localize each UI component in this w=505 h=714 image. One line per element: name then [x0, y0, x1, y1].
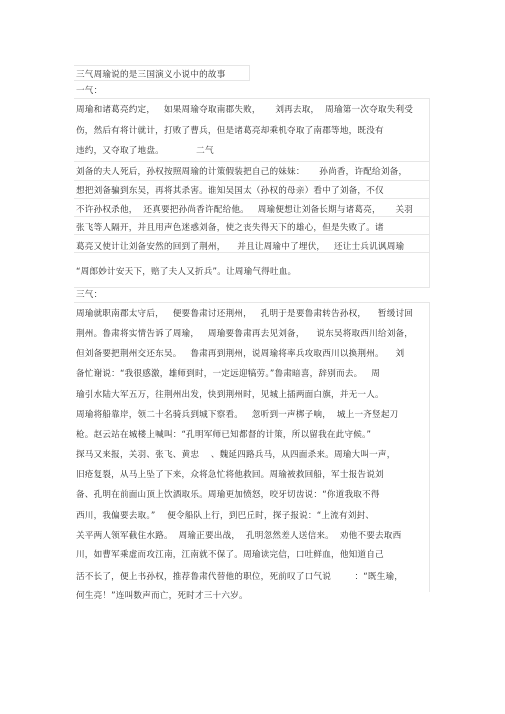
- text-line: 探马又来报，关羽、张飞、黄忠 、魏延四路兵马，从四面杀来。周瑜大叫一声，: [76, 450, 396, 460]
- text-line: 何生亮！”连叫数声而亡，死时才三十六岁。: [76, 591, 248, 601]
- table-rule: [74, 65, 250, 66]
- text-line: 想把刘备骗到东吴，再将其杀害。谁知吴国太（孙权的母亲）看中了刘备，不仅: [76, 186, 384, 196]
- table-rule: [74, 98, 430, 99]
- table-rule: [74, 216, 430, 217]
- text-line: 一气：: [76, 86, 103, 96]
- text-line: 川，如曹军乘虚而攻江南，江南就不保了。周瑜读完信，口吐鲜血，他知道自己: [76, 550, 384, 560]
- text-line: 违约，又夺取了地盘。 二气: [76, 146, 214, 156]
- text-line: 三气周瑜说的是三国演义小说中的故事: [76, 70, 226, 80]
- table-rule: [429, 302, 430, 592]
- text-line: “周郎妙计安天下，赔了夫人又折兵”。让周瑜气得吐血。: [76, 267, 297, 277]
- text-line: 伤，然后有将计就计，打败了曹兵，但是诸葛亮却乘机夺取了南郡等地，既没有: [76, 126, 384, 136]
- table-rule: [74, 161, 430, 162]
- table-rule: [74, 180, 430, 181]
- text-line: 葛亮又使计让刘备安然的回到了荆州， 并且让周瑜中了埋伏， 还让士兵讥讽周瑜: [76, 242, 405, 252]
- text-line: 荆州。鲁肃将实情告诉了周瑜， 周瑜要鲁肃再去见刘备， 说东吴将取西川给刘备，: [76, 329, 414, 339]
- text-line: 备、孔明在前面山顶上饮酒取乐。周瑜更加愤怒，咬牙切齿说：“你道我取不得: [76, 490, 380, 500]
- text-line: 不许孙权杀他， 还真要把孙尚香许配给他。 周瑜便想让刘备长期与诸葛亮， 关羽: [76, 205, 414, 215]
- table-rule: [429, 98, 430, 162]
- text-line: 张飞等人隔开，并且用声色迷惑刘备，使之丧失得天下的雄心，但是失败了。诸: [76, 223, 384, 233]
- text-line: 但刘备要把荆州交还东吴。 鲁肃再到荆州，说周瑜将率兵攻取西川以换荆州。 刘: [76, 349, 405, 359]
- text-line: 关平两人领军截住水路。 周瑜正要出战， 孔明忽然差人送信来。 劝他不要去取西: [76, 531, 402, 541]
- text-line: 备忙谢说：“我很感激，雄师到时，一定远迎犒劳。”鲁肃暗喜，辞别而去。 周: [76, 369, 380, 379]
- text-line: 瑜引水陆大军五万，往荆州出发，快到荆州时，见城上插两面白旗，并无一人。: [76, 390, 384, 400]
- text-line: 周瑜将船靠岸，领二十名骑兵到城下察看。 忽听到一声梆子响， 城上一齐竖起刀: [76, 410, 399, 420]
- table-rule: [74, 287, 430, 288]
- table-rule: [74, 198, 430, 199]
- text-line: 活不长了，便上书孙权，推荐鲁肃代替他的职位，死前叹了口气说 ：“既生瑜，: [76, 572, 404, 582]
- text-line: 周瑜就职南郡太守后， 便要鲁肃讨还荆州， 孔明于是要鲁肃转告孙权， 暂缓讨回: [76, 309, 414, 319]
- text-line: 枪。赵云站在城楼上喊叫：“孔明军师已知都督的计策，所以留我在此守候。”: [76, 430, 372, 440]
- text-line: 刘备的夫人死后，孙权按照周瑜的计策假装把自己的妹妹： 孙尚香，许配给刘备，: [76, 167, 408, 177]
- table-rule: [74, 302, 430, 303]
- text-line: 西川，我偏要去取。” 便令船队上行，到巴丘时，探子报说：“上流有刘封、: [76, 511, 375, 521]
- table-rule: [429, 162, 430, 288]
- table-rule: [249, 66, 250, 80]
- text-line: 旧疮复裂，从马上坠了下来，众将急忙将他救回。周瑜被救回船，军士报告说刘: [76, 470, 384, 480]
- text-line: 三气：: [76, 290, 103, 300]
- table-rule: [74, 234, 430, 235]
- text-line: 周瑜和诸葛亮约定， 如果周瑜夺取南郡失败， 刘再去取， 周瑜第一次夺取失利受: [76, 105, 414, 115]
